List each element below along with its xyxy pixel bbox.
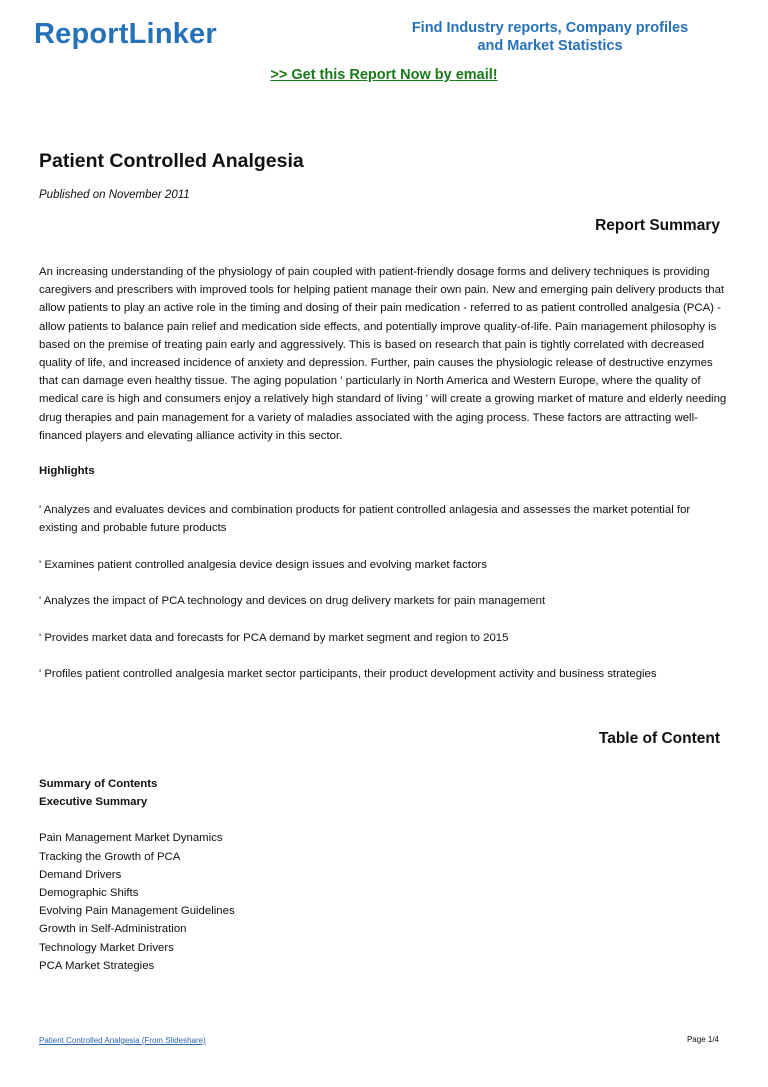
toc-item: Pain Management Market Dynamics [39, 832, 223, 845]
highlight-item: ' Analyzes the impact of PCA technology and devices on drug delivery markets for pain management [39, 595, 546, 607]
footer-source-link[interactable]: Patient Controlled Analgesia (From Slideshare) [39, 1036, 206, 1045]
table-of-contents [39, 775, 439, 975]
toc-item: Tracking the Growth of PCA [39, 850, 181, 863]
highlight-item: ' Profiles patient controlled analgesia market sector participants, their product development activity and business strategies [39, 668, 657, 680]
toc-item: Growth in Self-Administration [39, 923, 187, 936]
toc-item: Demographic Shifts [39, 887, 139, 900]
toc-bold-item: Summary of Contents [39, 778, 158, 790]
tagline-line-1: Find Industry reports, Company profiles [411, 20, 689, 36]
toc-item: PCA Market Strategies [39, 959, 155, 972]
get-report-email-link[interactable]: >> Get this Report Now by email! [270, 67, 498, 83]
highlight-item: ' Examines patient controlled analgesia device design issues and evolving market factors [39, 559, 487, 571]
tagline-line-2: and Market Statistics [477, 38, 623, 54]
highlight-item: ' Provides market data and forecasts for PCA demand by market segment and region to 2015 [39, 632, 509, 644]
report-summary-heading: Report Summary [595, 217, 720, 234]
toc-item: Evolving Pain Management Guidelines [39, 905, 235, 918]
page-number: Page 1/4 [686, 1035, 719, 1044]
reportlinker-logo[interactable]: ReportLinker [34, 18, 217, 50]
toc-item: Technology Market Drivers [39, 941, 174, 954]
toc-item: Demand Drivers [39, 868, 122, 881]
highlight-item: ' Analyzes and evaluates devices and combination products for patient controlled anlagesia and assesses the market potential for existing and probable future products [39, 504, 691, 535]
toc-spacer [39, 811, 439, 829]
report-summary-text: An increasing understanding of the physiology of pain coupled with patient-friendly dosage forms and delivery techniques is providing caregivers and prescribers with improved tools for helping patient manage their own pain. New and emerging pain delivery products that allow patients to play an active role in the timing and dosing of their pain medication - referred to as patient controlled analgesia (PCA) - allow patients to balance pain relief and medication side effects, and potentially improve quality-of-life. Pain management philosophy is based on the premise of treating pain early and aggressively. This is based on research that pain is tightly correlated with decreased quality of life, and increased incidence of anxiety and depression. Further, pain causes the physiologic release of destructive enzymes that can damage even healthy tissue. The aging population ' particularly in North America and Western Europe, where the quality of medical care is high and consumers enjoy a relatively high standard of living ' will create a growing market of mature and elderly needing drug therapies and pain management for a variety of maladies associated with the aging process. These factors are attracting well-financed players and elevating alliance activity in this sector. [39, 266, 727, 442]
header-tagline [400, 19, 700, 55]
published-date: Published on November 2011 [39, 189, 190, 201]
report-title: Patient Controlled Analgesia [39, 150, 304, 172]
cta-container [0, 66, 768, 84]
table-of-content-heading: Table of Content [598, 730, 720, 747]
toc-bold-item: Executive Summary [39, 796, 148, 809]
highlights-label: Highlights [39, 465, 95, 477]
